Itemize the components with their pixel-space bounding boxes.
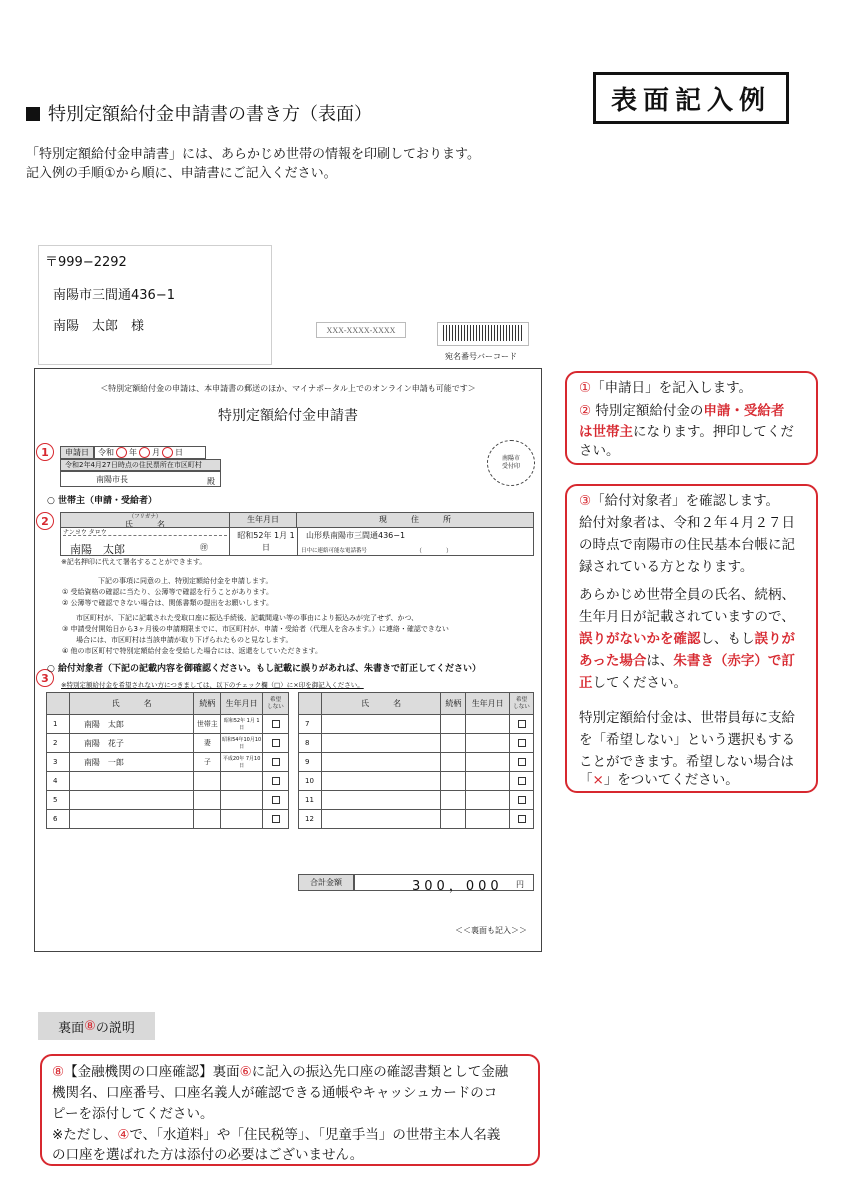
form-title: 特別定額給付金申請書 — [218, 408, 358, 424]
col-hope-label: 希望 しない — [513, 697, 530, 710]
opt-out-checkbox[interactable] — [272, 777, 280, 785]
member-relation — [194, 791, 221, 810]
hh-kana: ナンヨウ タロウ — [63, 529, 107, 536]
opt-out-checkbox[interactable] — [518, 758, 526, 766]
table-row — [47, 791, 289, 810]
row-no: 11 — [299, 791, 322, 810]
callout-text: 「 — [579, 772, 593, 788]
col-name: 氏 名 — [321, 693, 440, 715]
total-label: 合計金額 — [298, 874, 354, 891]
row-no: 1 — [47, 715, 70, 734]
step-num: ④ — [117, 1127, 130, 1143]
callout-emphasis: 誤りが — [754, 631, 795, 647]
table-row — [47, 734, 289, 753]
col-hope-label: 希望 しない — [267, 697, 284, 710]
tab-text: の説明 — [95, 1020, 135, 1036]
row-no: 5 — [47, 791, 70, 810]
opt-out-checkbox[interactable] — [272, 796, 280, 804]
hh-divider — [229, 527, 230, 555]
callout2-line: を「希望しない」という選択もする — [579, 732, 795, 748]
date-label: 申請日 — [60, 446, 94, 459]
table-row — [299, 791, 534, 810]
callout2-line — [579, 650, 795, 673]
householder-section-title: ○ 世帯主（申請・受給者） — [47, 496, 157, 506]
opt-out-checkbox[interactable] — [518, 796, 526, 804]
opt-out-checkbox[interactable] — [272, 739, 280, 747]
row-no: 7 — [299, 715, 322, 734]
recipient-name: 南陽 太郎 様 — [53, 319, 145, 334]
cross-mark: × — [592, 772, 604, 788]
red-circle-icon — [162, 447, 173, 458]
callout2-line — [579, 490, 779, 513]
opt-out-checkbox[interactable] — [518, 777, 526, 785]
callout2-line: の時点で南陽市の住民基本台帳に記 — [579, 537, 795, 553]
row-no: 3 — [47, 753, 70, 772]
callout-text: ※ただし、 — [52, 1127, 118, 1143]
consent-line: ③ 申請受付開始日から3ヶ月後の申請期限までに、市区町村が、申請・受給者（代理人を含みます。）に連絡・確認できない — [62, 625, 449, 633]
col-birth: 生年月日 — [221, 693, 263, 715]
tab-text: 裏面 — [58, 1020, 85, 1036]
step-num: ⑥ — [239, 1064, 252, 1080]
total-amount: 300，000 — [412, 879, 503, 894]
col-relation: 続柄 — [194, 693, 221, 715]
callout-text: してください。 — [592, 675, 687, 691]
member-birth: 平成20年 7月10日 — [221, 753, 263, 772]
consent-block — [62, 576, 449, 657]
col-no — [47, 693, 70, 715]
opt-out-checkbox[interactable] — [272, 720, 280, 728]
members-table-right — [298, 692, 534, 829]
hh-furigana-label: （フリガナ） — [128, 514, 162, 520]
member-name — [69, 810, 193, 829]
callout2-line: 給付対象者は、令和２年４月２７日 — [579, 515, 795, 531]
step-num: ⑧ — [84, 1018, 96, 1034]
barcode-label: 宛名番号バーコード — [445, 352, 517, 361]
member-name — [69, 772, 193, 791]
callout-text: 「申請日」を記入します。 — [591, 380, 753, 396]
beneficiary-section-title: ○ 給付対象者（下記の記載内容を御確認ください。もし記載に誤りがあれば、朱書きで訂正してください） — [47, 664, 481, 674]
opt-out-checkbox[interactable] — [272, 758, 280, 766]
callout-text: に記入の振込先口座の確認書類として金融 — [251, 1064, 509, 1080]
hh-name-label: 氏 名 — [125, 520, 165, 529]
callout1-line4: さい。 — [579, 443, 620, 459]
page-title — [26, 100, 372, 126]
row-no: 8 — [299, 734, 322, 753]
sample-stamp: 表面記入例 — [593, 72, 789, 124]
step-num: ② — [579, 403, 592, 419]
table-row — [299, 715, 534, 734]
callout-emphasis: 誤りがないかを確認 — [579, 631, 701, 647]
consent-line: ④ 他の市区町村で特別定額給付金を受給した場合には、返還をしていただきます。 — [62, 647, 322, 655]
members-table-left — [46, 692, 289, 829]
member-name: 南陽 太郎 — [69, 715, 193, 734]
member-relation — [194, 772, 221, 791]
callout-text: 【金融機関の口座確認】裏面 — [64, 1064, 240, 1080]
callout2-line: 特別定額給付金は、世帯員毎に支給 — [579, 710, 795, 726]
residence-date-note: 令和2年4月27日時点の住民票所在市区町村 — [60, 459, 221, 471]
intro-line-1: 「特別定額給付金申請書」には、あらかじめ世帯の情報を印刷しております。 — [26, 147, 480, 162]
callout3-line: 機関名、口座番号、口座名義人が確認できる通帳やキャッシュカードのコ — [52, 1085, 498, 1101]
step-marker-2: 2 — [36, 512, 54, 530]
hh-birth: 昭和52年 1月 1日 — [237, 531, 295, 552]
callout2-line — [579, 672, 687, 695]
step-num: ⑧ — [52, 1064, 65, 1080]
table-row — [47, 715, 289, 734]
callout-text: し、もし — [700, 631, 755, 647]
member-relation — [194, 810, 221, 829]
member-relation: 子 — [194, 753, 221, 772]
opt-out-checkbox[interactable] — [518, 720, 526, 728]
back-side-tab — [38, 1012, 155, 1040]
month-label: 月 — [152, 448, 160, 457]
hh-address-label: 現 住 所 — [297, 513, 533, 527]
row-no: 9 — [299, 753, 322, 772]
table-row — [299, 772, 534, 791]
table-row — [299, 734, 534, 753]
mayor-box — [60, 471, 221, 487]
barcode-icon — [443, 325, 523, 341]
consent-line: 下記の事項に同意の上、特別定額給付金を申請します。 — [98, 577, 273, 585]
callout-text: 特別定額給付金の — [591, 403, 704, 419]
col-no — [299, 693, 322, 715]
red-circle-icon — [116, 447, 127, 458]
address-number: XXX-XXXX-XXXX — [316, 322, 406, 338]
callout3-line: ピーを添付してください。 — [52, 1106, 214, 1122]
hh-address: 山形県南陽市三間通436−1 — [306, 531, 406, 540]
row-no: 6 — [47, 810, 70, 829]
hh-name: 南陽 太郎 — [70, 543, 125, 556]
col-hope — [263, 693, 289, 715]
back-side-note: ＜＜裏面も記入＞＞ — [455, 926, 527, 935]
callout2-line: 録されている方となります。 — [579, 559, 754, 575]
member-birth — [221, 791, 263, 810]
member-birth: 昭和54年10月10日 — [221, 734, 263, 753]
member-name — [69, 791, 193, 810]
col-birth: 生年月日 — [466, 693, 510, 715]
callout-emphasis: は世帯主 — [579, 424, 633, 440]
table-row — [47, 772, 289, 791]
consent-line: ① 受給資格の確認に当たり、公簿等で確認を行うことがあります。 — [62, 588, 273, 596]
seal-mark-icon: ㊞ — [200, 543, 208, 552]
table-row — [47, 753, 289, 772]
table-row — [47, 810, 289, 829]
era-label: 令和 — [98, 448, 114, 457]
row-no: 10 — [299, 772, 322, 791]
yen-label: 円 — [516, 880, 524, 889]
callout2-line — [579, 769, 739, 792]
step-marker-3: 3 — [36, 669, 54, 687]
mayor-honorific: 殿 — [207, 477, 215, 486]
callout-emphasis: 申請・受給者 — [703, 403, 785, 419]
step-num: ③ — [579, 493, 592, 509]
reception-seal — [487, 440, 535, 486]
hh-phone-label: 日中に連絡可能な電話番号 — [301, 548, 368, 554]
day-label: 日 — [175, 448, 183, 457]
table-row — [299, 753, 534, 772]
callout3-line — [52, 1062, 508, 1083]
member-relation: 世帯主 — [194, 715, 221, 734]
signature-note: ※記名押印に代えて署名することができます。 — [61, 558, 207, 566]
row-no: 12 — [299, 810, 322, 829]
step-num: ① — [579, 380, 592, 396]
red-circle-icon — [139, 447, 150, 458]
callout2-line: 生年月日が記載されていますので、 — [579, 609, 795, 625]
callout2-line: ことができます。希望しない場合は — [579, 754, 794, 770]
step-marker-1: 1 — [36, 443, 54, 461]
consent-line: 市区町村が、下記に記載された受取口座に振込手続後、記載間違い等の事由により振込みが完了せず、かつ、 — [76, 614, 419, 622]
callout-text: は、 — [646, 653, 674, 669]
callout3-line: の口座を選ばれた方は添付の必要はございません。 — [52, 1147, 364, 1163]
member-birth: 昭和52年 1月 1日 — [221, 715, 263, 734]
mayor-name: 南陽市長 — [96, 475, 128, 484]
page-title-text: 特別定額給付金申請書の書き方（表面） — [48, 104, 372, 125]
col-name: 氏 名 — [69, 693, 193, 715]
member-birth — [221, 772, 263, 791]
year-label: 年 — [129, 448, 137, 457]
member-name: 南陽 一郎 — [69, 753, 193, 772]
col-relation: 続柄 — [441, 693, 466, 715]
callout-text: になります。押印してくだ — [633, 424, 794, 440]
consent-line: 場合には、市区町村は当該申請が取り下げられたものと見なします。 — [76, 636, 293, 644]
hh-phone-field[interactable]: （ ） — [416, 548, 453, 555]
col-hope — [510, 693, 534, 715]
callout2-line — [579, 628, 795, 651]
callout-text: 」をついてください。 — [603, 772, 739, 788]
callout-emphasis: 正 — [579, 675, 593, 691]
callout1-line2 — [579, 400, 784, 423]
seal-text: 南陽市 受付印 — [501, 455, 520, 470]
opt-out-checkbox[interactable] — [518, 815, 526, 823]
hh-birth-label: 生年月日 — [229, 513, 297, 527]
row-no: 4 — [47, 772, 70, 791]
row-no: 2 — [47, 734, 70, 753]
callout-emphasis: 朱書き（赤字）で訂 — [673, 653, 795, 669]
callout-text: 「給付対象者」を確認します。 — [591, 493, 780, 509]
form-note: ＜特別定額給付金の申請は、本申請書の郵送のほか、マイナポータル上でのオンライン申請も可能です＞ — [100, 384, 476, 393]
callout-text: で、「水道料」や「住民税等」、「児童手当」の世帯主本人名義 — [129, 1127, 501, 1143]
callout3-line — [52, 1125, 500, 1146]
consent-line: ② 公簿等で確認できない場合は、関係書類の提出をお願いします。 — [62, 599, 273, 607]
square-bullet-icon — [26, 107, 40, 121]
member-birth — [221, 810, 263, 829]
application-date-field[interactable] — [94, 446, 206, 459]
opt-out-checkbox[interactable] — [518, 739, 526, 747]
callout-emphasis: あった場合 — [579, 653, 647, 669]
member-relation: 妻 — [194, 734, 221, 753]
intro-line-2: 記入例の手順①から順に、申請書にご記入ください。 — [26, 166, 337, 181]
callout2-line: あらかじめ世帯全員の氏名、続柄、 — [579, 587, 795, 603]
mail-address: 南陽市三間通436−1 — [53, 288, 175, 303]
beneficiary-instruction: ※特別定額給付金を希望されない方につきましては、以下のチェック欄（□）に×印を御記入ください。 — [61, 681, 364, 689]
table-row — [299, 810, 534, 829]
callout1-line1 — [579, 377, 752, 400]
postal-code: 〒999−2292 — [45, 255, 127, 270]
opt-out-checkbox[interactable] — [272, 815, 280, 823]
member-name: 南陽 花子 — [69, 734, 193, 753]
